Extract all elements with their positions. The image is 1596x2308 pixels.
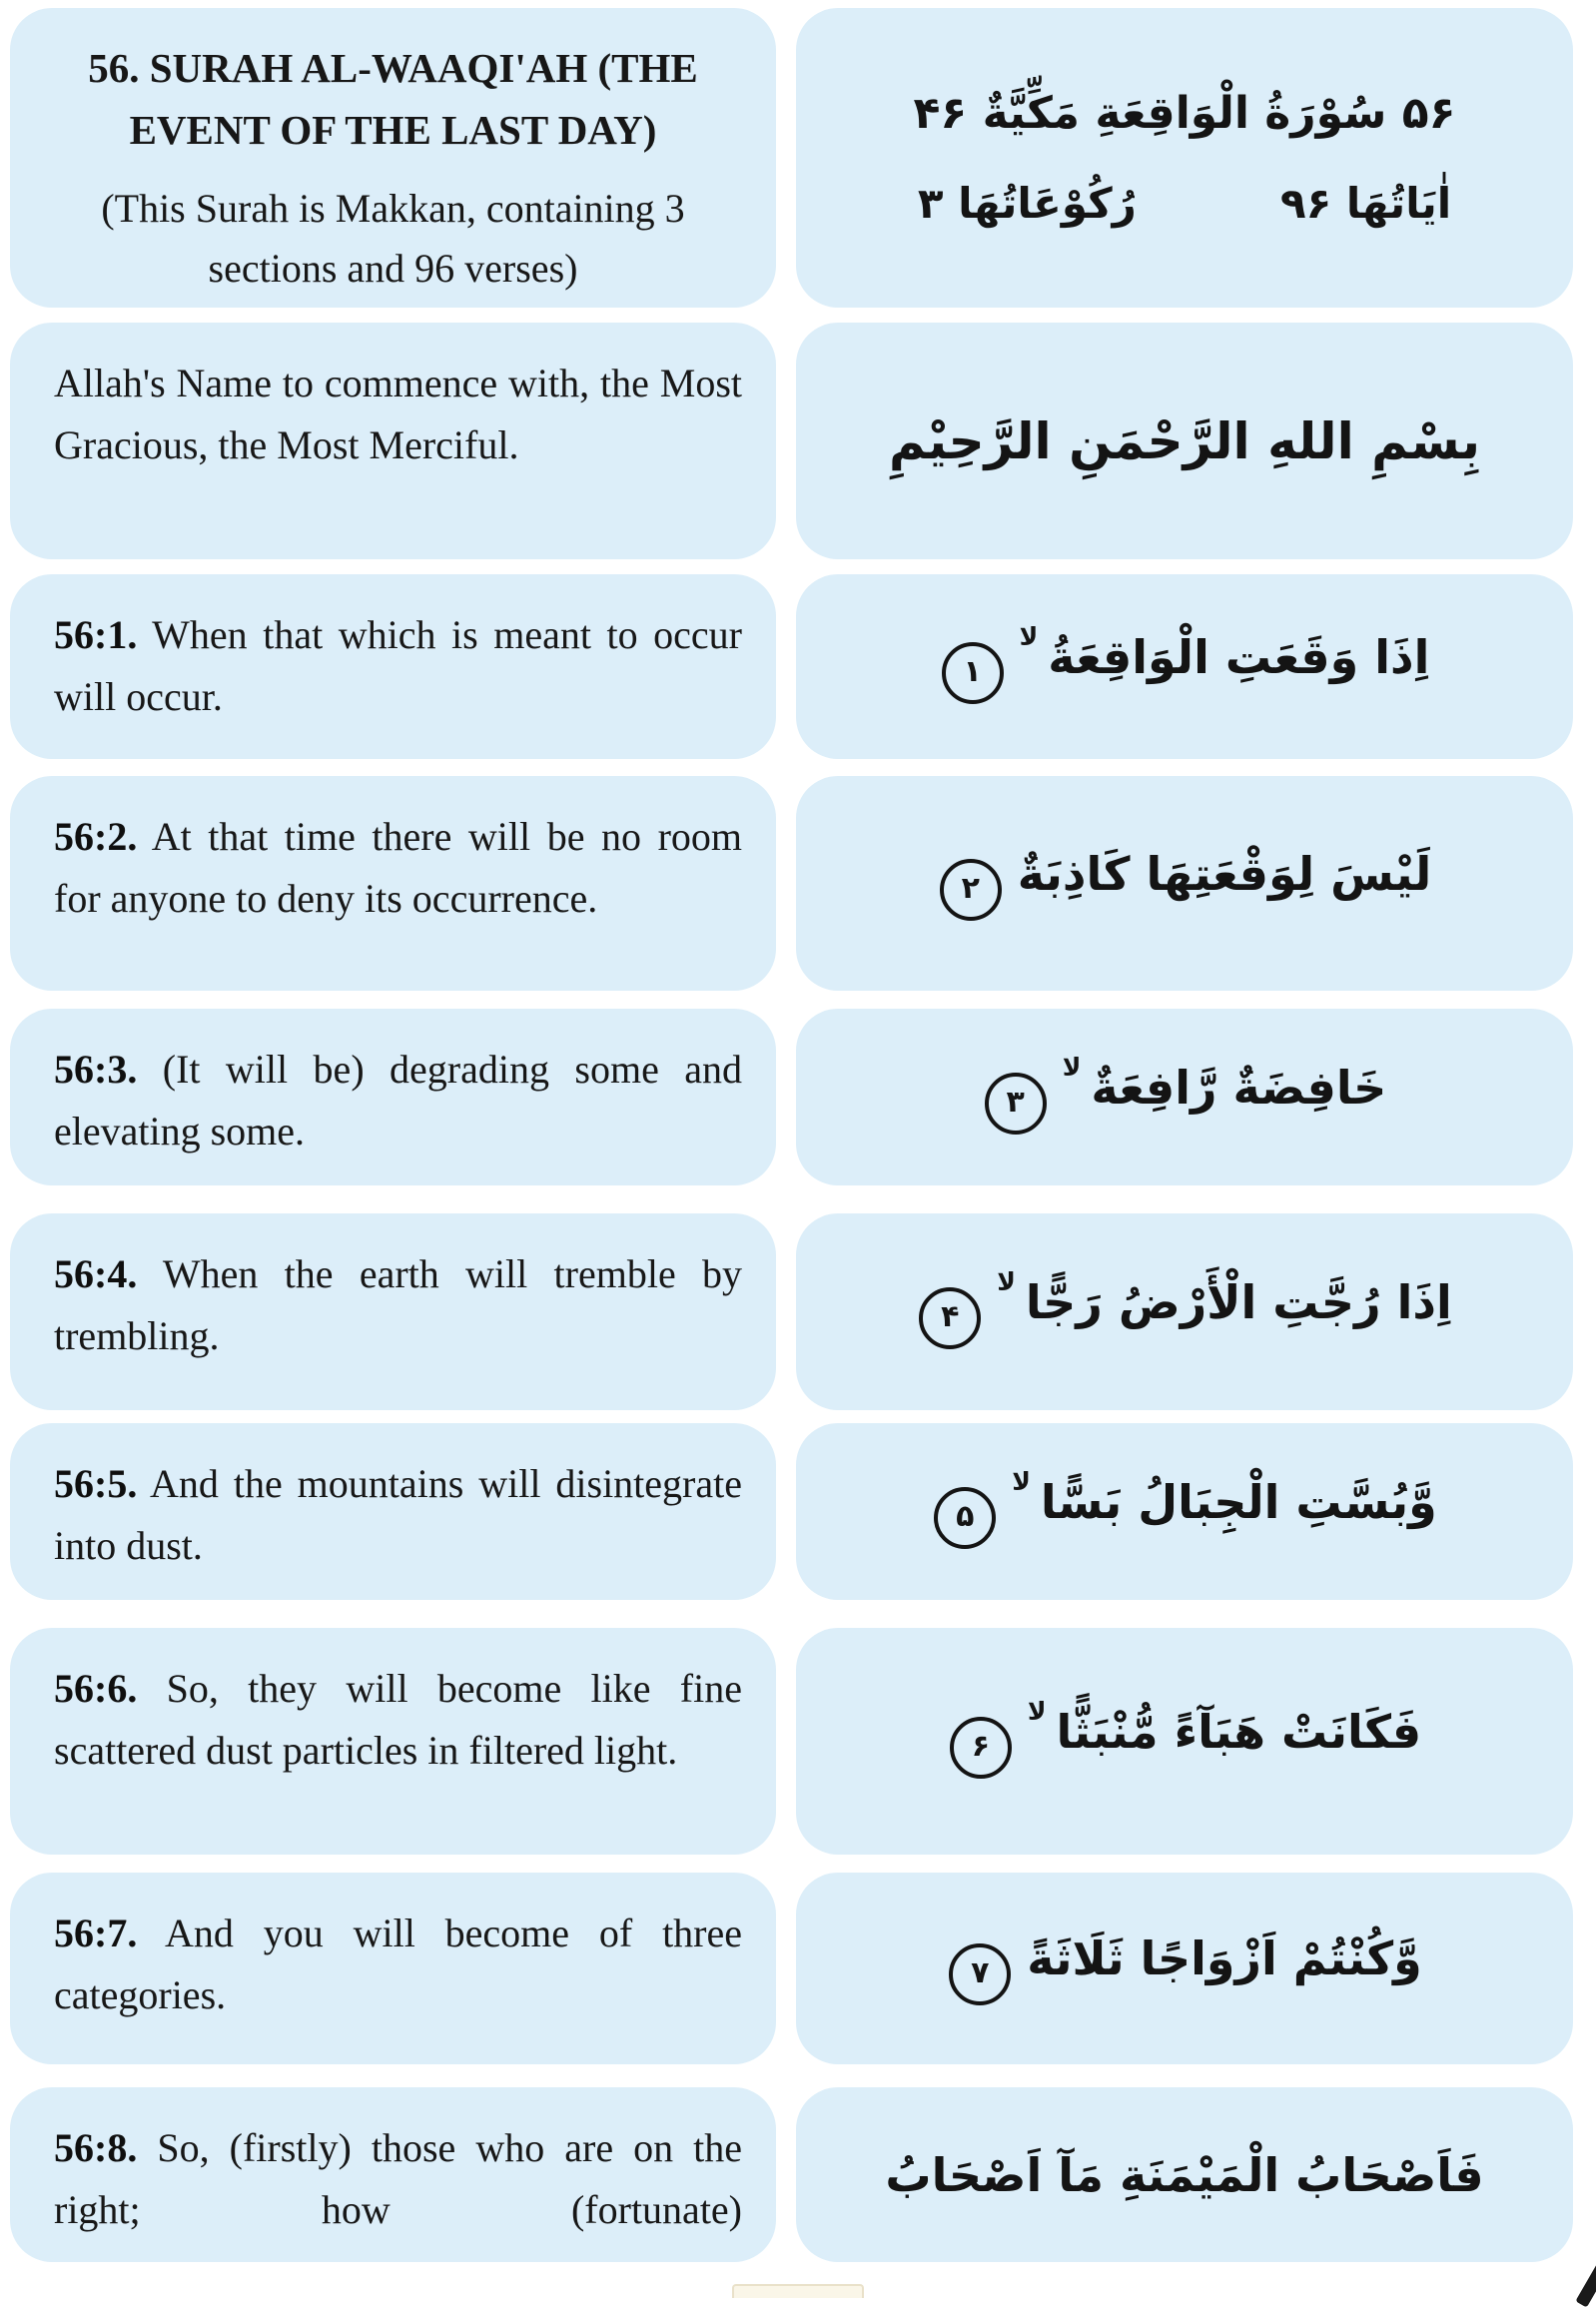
verse-row-3 xyxy=(10,1009,1573,1185)
verse-2-arabic: لَيْسَ لِوَقْعَتِهَا كَاذِبَةٌ۲ xyxy=(938,847,1432,921)
verse-3-arabic-box xyxy=(796,1009,1573,1185)
verse-row-4 xyxy=(10,1213,1573,1410)
ayat-count-arabic: اٰيَاتُهَا ۹۶ xyxy=(1280,179,1452,228)
waqf-mark: لا xyxy=(1019,621,1039,651)
surah-header-arabic-line2 xyxy=(918,179,1451,228)
bismillah-arabic: بِسْمِ اللهِ الرَّحْمَنِ الرَّحِيْمِ xyxy=(889,411,1480,470)
verse-7-arabic: وَّكُنْتُمْ اَزْوَاجًا ثَلَاثَةً۷ xyxy=(947,1931,1421,2005)
verse-row-7 xyxy=(10,1873,1573,2064)
verse-1-english xyxy=(10,574,776,759)
surah-header-row xyxy=(10,8,1573,308)
verse-row-5 xyxy=(10,1423,1573,1600)
surah-title: 56. SURAH AL-WAAQI'AH (THE EVENT OF THE LAST DAY) xyxy=(88,45,698,153)
verse-7-number-circle: ۷ xyxy=(949,1943,1011,2005)
quran-page xyxy=(10,8,1573,2262)
verse-5-translation: And the mountains will disintegrate into dust. xyxy=(54,1461,742,1568)
surah-header-arabic-line1: ۵۶ سُوْرَةُ الْوَاقِعَةِ مَكِّيَّةٌ ۴۶ xyxy=(913,88,1456,139)
verse-2-translation: At that time there will be no room for anyone to deny its occurrence. xyxy=(54,814,742,921)
surah-subtitle: (This Surah is Makkan, containing 3 sections and 96 verses) xyxy=(101,186,685,291)
waqf-mark: لا xyxy=(1012,1466,1031,1496)
verse-4-translation: When the earth will tremble by trembling. xyxy=(54,1251,742,1358)
verse-7-english xyxy=(10,1873,776,2064)
verse-3-english xyxy=(10,1009,776,1185)
verse-6-translation: So, they will become like fine scattered dust particles in filtered light. xyxy=(54,1666,742,1773)
bismillah-arabic-box xyxy=(796,323,1573,559)
verse-1-translation: When that which is meant to occur will occur. xyxy=(54,612,742,719)
verse-2-number-circle: ۲ xyxy=(940,859,1002,921)
verse-3-arabic: خَافِضَةٌ رَّافِعَةٌلا۳ xyxy=(983,1061,1387,1135)
verse-2-arabic-box xyxy=(796,776,1573,991)
verse-row-1 xyxy=(10,574,1573,759)
verse-6-ref: 56:6. xyxy=(54,1666,138,1711)
verse-3-ref: 56:3. xyxy=(54,1047,138,1092)
bismillah-english xyxy=(10,323,776,559)
surah-header-arabic xyxy=(796,8,1573,308)
verse-2-ref: 56:2. xyxy=(54,814,138,859)
verse-7-translation: And you will become of three categories. xyxy=(54,1911,743,2017)
verse-1-arabic: اِذَا وَقَعَتِ الْوَاقِعَةُلا۱ xyxy=(940,630,1430,704)
verse-5-english xyxy=(10,1423,776,1600)
verse-1-arabic-box xyxy=(796,574,1573,759)
verse-5-arabic-box xyxy=(796,1423,1573,1600)
verse-6-arabic-box xyxy=(796,1628,1573,1855)
verse-8-english xyxy=(10,2087,776,2262)
verse-5-ref: 56:5. xyxy=(54,1461,138,1506)
verse-row-6 xyxy=(10,1628,1573,1855)
verse-8-arabic: فَاَصْحَابُ الْمَيْمَنَةِ مَآ اَصْحَابُ xyxy=(885,2147,1484,2202)
verse-3-number-circle: ۳ xyxy=(985,1073,1047,1135)
verse-6-english xyxy=(10,1628,776,1855)
waqf-mark: لا xyxy=(1027,1696,1047,1726)
bismillah-row xyxy=(10,323,1573,559)
verse-4-number-circle: ۴ xyxy=(919,1287,981,1349)
verse-6-arabic: فَكَانَتْ هَبَآءً مُّنْبَثًّالا۶ xyxy=(948,1705,1421,1779)
waqf-mark: لا xyxy=(1062,1052,1082,1082)
verse-6-number-circle: ۶ xyxy=(950,1717,1012,1779)
waqf-mark: لا xyxy=(997,1266,1016,1296)
verse-4-ref: 56:4. xyxy=(54,1251,138,1296)
verse-8-ref: 56:8. xyxy=(54,2125,138,2170)
verse-row-8 xyxy=(10,2087,1573,2262)
verse-row-2 xyxy=(10,776,1573,991)
verse-1-ref: 56:1. xyxy=(54,612,138,657)
verse-5-number-circle: ۵ xyxy=(934,1487,996,1549)
page-corner-mark xyxy=(1575,2254,1596,2307)
verse-8-translation: So, (firstly) those who are on the right; how (fortunate) xyxy=(54,2125,742,2232)
verse-8-arabic-box xyxy=(796,2087,1573,2262)
verse-2-english xyxy=(10,776,776,991)
verse-7-ref: 56:7. xyxy=(54,1911,138,1955)
verse-4-arabic: اِذَا رُجَّتِ الْأَرْضُ رَجًّالا۴ xyxy=(917,1275,1451,1349)
verse-1-number-circle: ۱ xyxy=(942,642,1004,704)
surah-header-english xyxy=(10,8,776,308)
verse-4-english xyxy=(10,1213,776,1410)
bismillah-translation: Allah's Name to commence with, the Most Gracious, the Most Merciful. xyxy=(54,361,742,467)
ruku-count-arabic: رُكُوْعَاتُهَا ۳ xyxy=(917,179,1137,228)
verse-4-arabic-box xyxy=(796,1213,1573,1410)
verse-5-arabic: وَّبُسَّتِ الْجِبَالُ بَسًّالا۵ xyxy=(932,1475,1437,1549)
verse-3-translation: (It will be) degrading some and elevating some. xyxy=(54,1047,743,1154)
verse-7-arabic-box xyxy=(796,1873,1573,2064)
